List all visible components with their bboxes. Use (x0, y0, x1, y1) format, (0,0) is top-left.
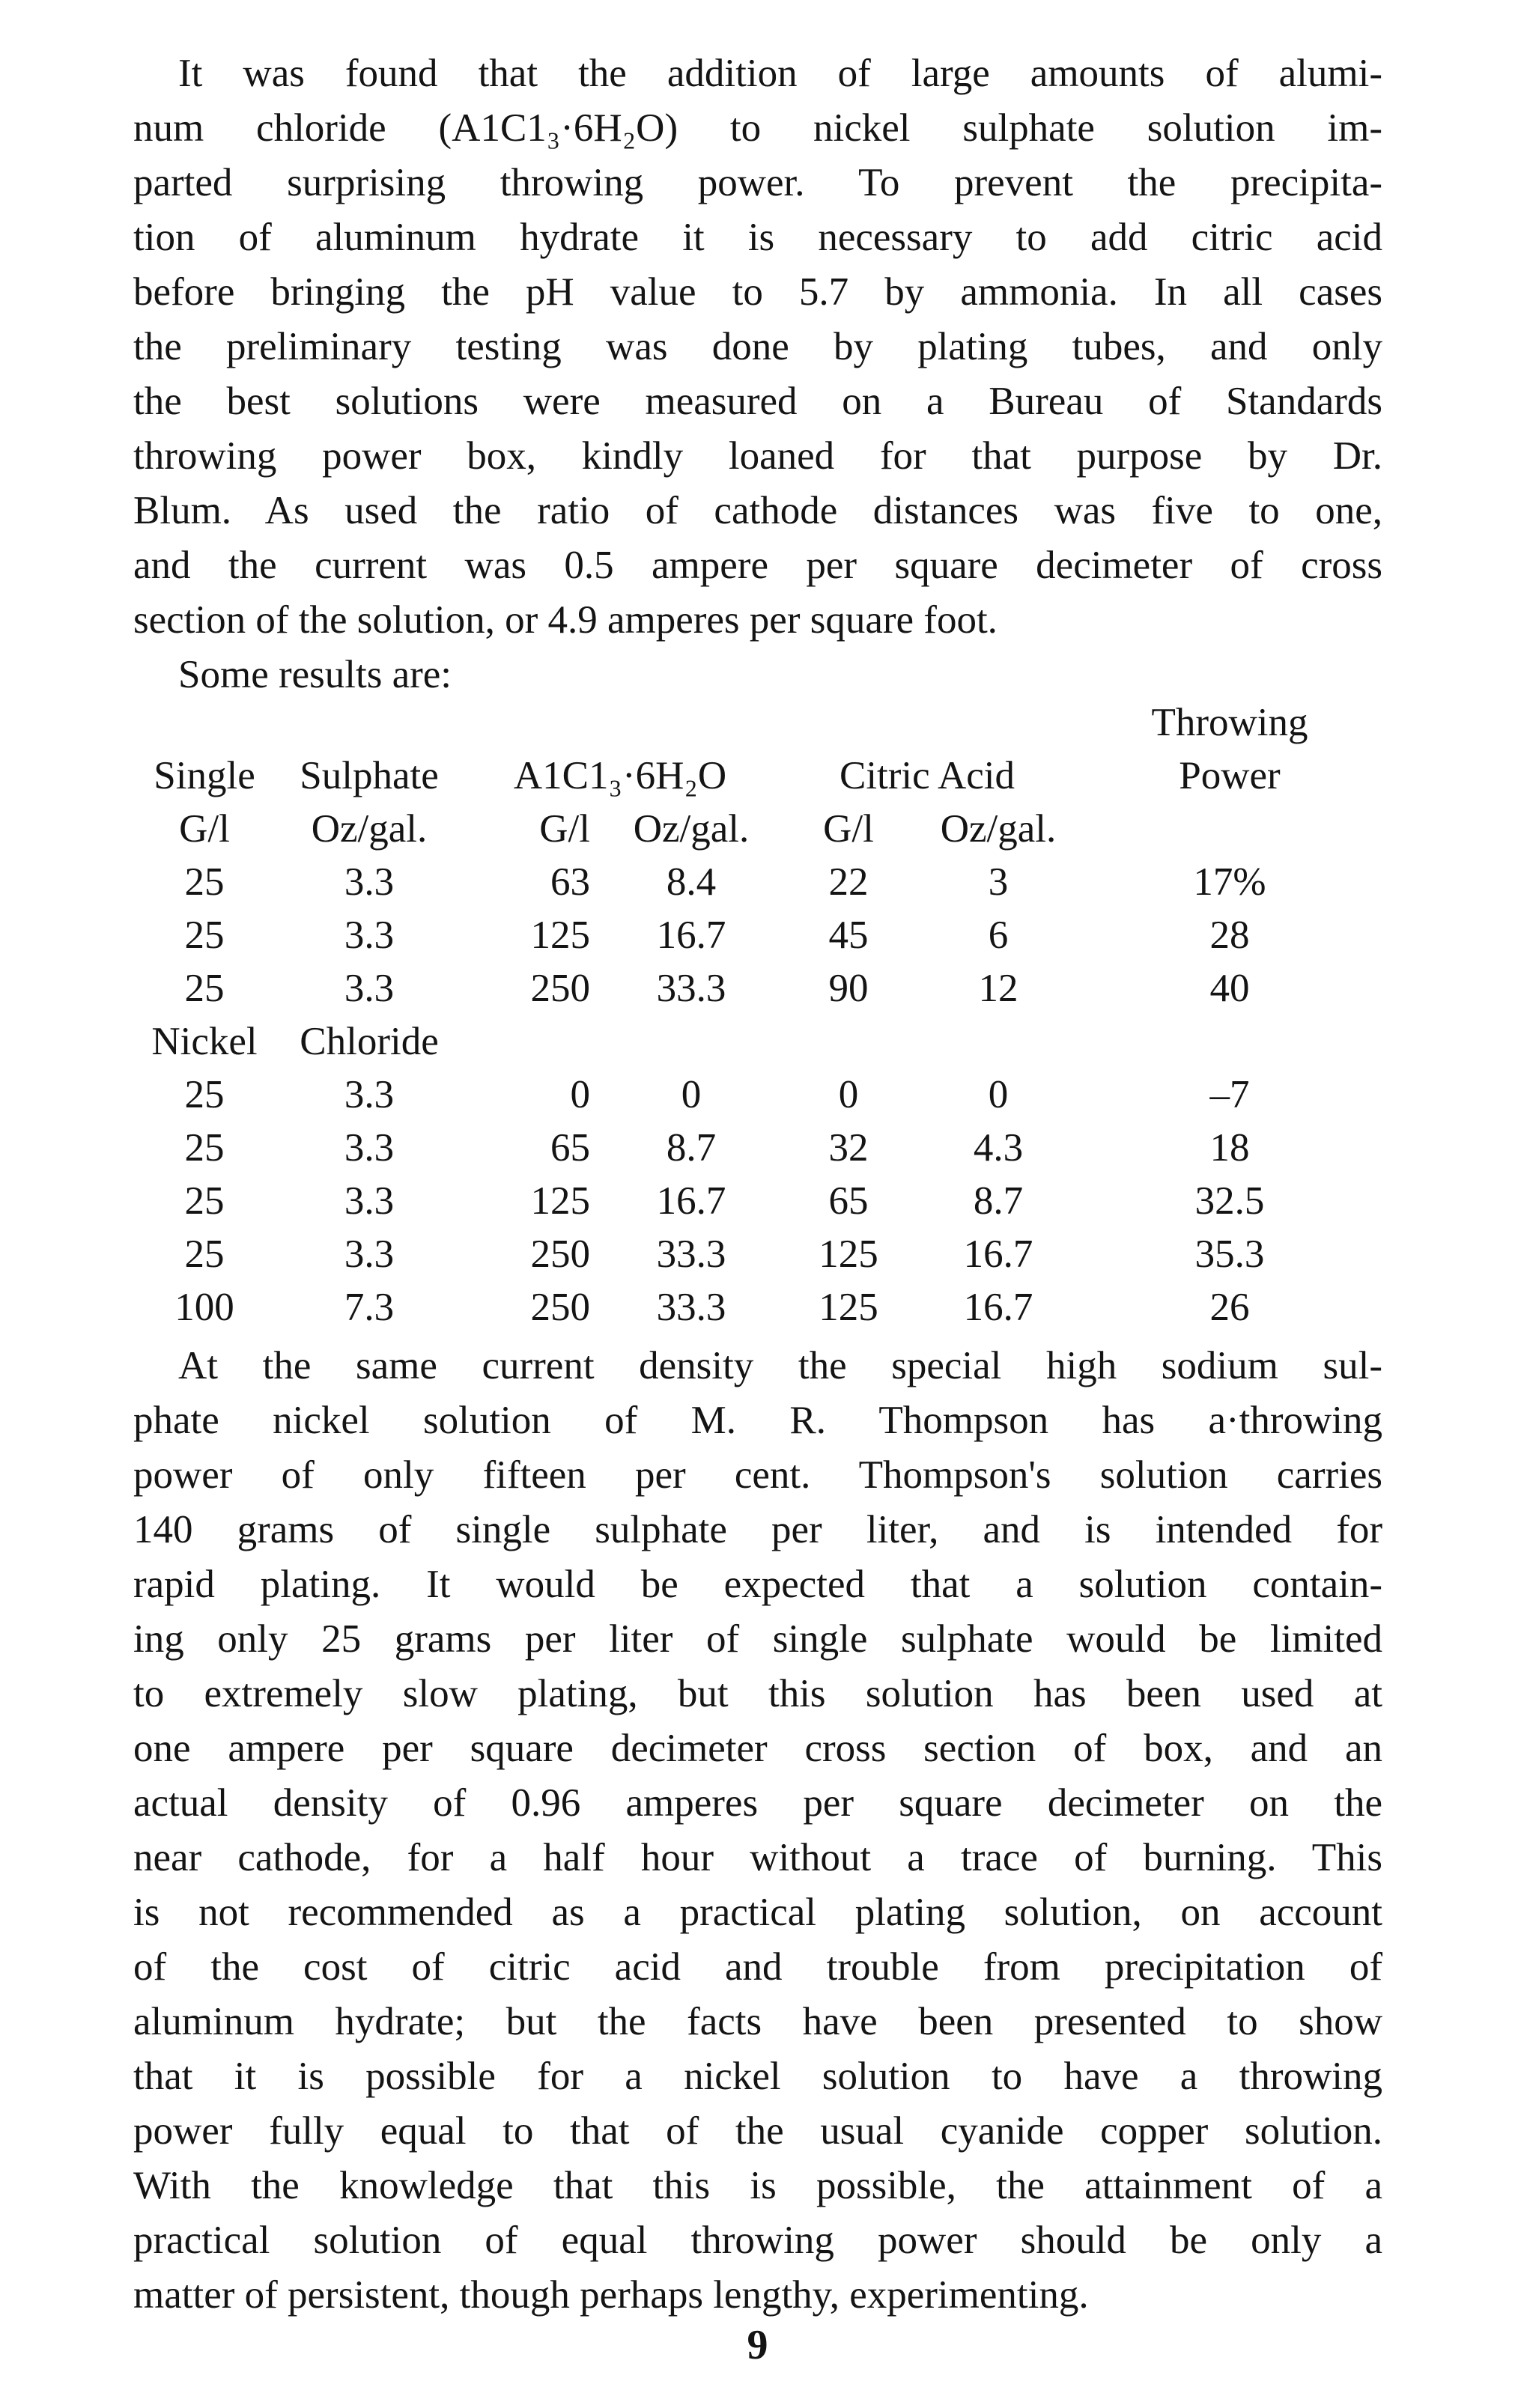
paragraph-intro (133, 46, 1382, 648)
table-cell: 100 (174, 1286, 234, 1329)
text-line: rapid plating. It would be expected that a solution contain- (133, 1563, 1382, 1606)
text-line: before bringing the pH value to 5.7 by ammonia. In all cases (133, 270, 1382, 314)
table-cell: 125 (530, 1179, 590, 1223)
table-cell: 3.3 (344, 860, 395, 904)
table-cell: 25 (184, 860, 225, 904)
table-cell: 3.3 (344, 1179, 395, 1223)
throwing-header-bottom: Power (1179, 754, 1281, 797)
text-line: the best solutions were measured on a Bureau of Standards (133, 380, 1382, 423)
table-cell: 33.3 (656, 967, 726, 1010)
table-cell: 33.3 (656, 1232, 726, 1276)
table-cell: 125 (819, 1286, 878, 1329)
table-cell: 8.7 (666, 1126, 717, 1170)
table-cell: 25 (184, 1179, 225, 1223)
unit-cell: Oz/gal. (311, 807, 428, 851)
text-line: to extremely slow plating, but this solution has been used at (133, 1672, 1382, 1715)
table-cell: 32 (828, 1126, 869, 1170)
citric-acid-header: Citric Acid (839, 754, 1015, 797)
page-number: 9 (747, 2322, 768, 2368)
text-line: matter of persistent, though perhaps lengthy, experimenting. (133, 2273, 1089, 2317)
table-row (133, 962, 1382, 1015)
table-cell: 250 (530, 1286, 590, 1329)
group-label-nickel: Nickel (151, 1020, 258, 1063)
results-intro: Some results are: (178, 653, 452, 696)
text-line: num chloride (A1C1₃·6H₂O) to nickel sulphate solution im- (133, 106, 1382, 150)
table-cell: 8.7 (973, 1179, 1024, 1223)
table-cell: 90 (828, 967, 869, 1010)
text-line: 140 grams of single sulphate per liter, and is intended for (133, 1508, 1382, 1551)
text-line: that it is possible for a nickel solution to have a throwing (133, 2055, 1382, 2098)
text-line: ing only 25 grams per liter of single sulphate would be limited (133, 1617, 1382, 1661)
text-line: phate nickel solution of M. R. Thompson has a·throwing (133, 1399, 1382, 1442)
table-cell: 35.3 (1194, 1232, 1265, 1276)
table-cell: 7.3 (344, 1286, 395, 1329)
table-cell: 18 (1209, 1126, 1250, 1170)
text-line: parted surprising throwing power. To prevent the precipita- (133, 161, 1382, 204)
sulphate-rows (133, 856, 1382, 1015)
table-units-row (133, 803, 1382, 856)
table-cell: 3.3 (344, 1126, 395, 1170)
text-line: tion of aluminum hydrate it is necessary to add citric acid (133, 216, 1382, 259)
table-row (133, 1122, 1382, 1175)
table-cell: 22 (828, 860, 869, 904)
text-line: Blum. As used the ratio of cathode distances was five to one, (133, 489, 1382, 532)
table-cell: 8.4 (666, 860, 717, 904)
text-line: one ampere per square decimeter cross section of box, and an (133, 1727, 1382, 1770)
text-line: practical solution of equal throwing power should be only a (133, 2219, 1382, 2262)
table-cell: 63 (550, 860, 590, 904)
table-row (133, 1228, 1382, 1281)
results-table (133, 696, 1382, 1334)
text-line: power of only fifteen per cent. Thompson's solution carries (133, 1453, 1382, 1497)
group-label-single: Single (154, 754, 255, 797)
document-page (133, 46, 1382, 2323)
text-line: It was found that the addition of large amounts of alumi- (178, 52, 1382, 95)
chloride-rows (133, 1068, 1382, 1334)
table-cell: 25 (184, 913, 225, 957)
table-cell: 6 (988, 913, 1009, 957)
unit-cell: Oz/gal. (633, 807, 750, 851)
table-row (133, 1175, 1382, 1228)
table-row (133, 1281, 1382, 1334)
text-line: of the cost of citric acid and trouble from precipitation of (133, 1945, 1382, 1989)
table-cell: 25 (184, 1073, 225, 1116)
table-cell: 40 (1209, 967, 1250, 1010)
unit-cell: G/l (179, 807, 230, 851)
text-line: With the knowledge that this is possible, the attainment of a (133, 2164, 1382, 2207)
unit-cell: G/l (539, 807, 590, 851)
table-cell: 26 (1209, 1286, 1250, 1329)
table-cell: 125 (530, 913, 590, 957)
alcl-header: A1C1₃·6H₂O (513, 754, 727, 797)
table-row (133, 909, 1382, 962)
throwing-header-top: Throwing (1151, 701, 1308, 744)
text-line: and the current was 0.5 ampere per square decimeter of cross (133, 544, 1382, 587)
table-cell: 16.7 (963, 1232, 1033, 1276)
table-cell: 28 (1209, 913, 1250, 957)
table-cell: 65 (828, 1179, 869, 1223)
table-cell: 32.5 (1194, 1179, 1265, 1223)
paragraph-discussion (133, 1339, 1382, 2323)
table-cell: 3.3 (344, 967, 395, 1010)
text-line: section of the solution, or 4.9 amperes per square foot. (133, 598, 998, 642)
table-header-row-throwing (133, 696, 1382, 750)
table-cell: –7 (1209, 1073, 1250, 1116)
text-line: throwing power box, kindly loaned for that purpose by Dr. (133, 434, 1382, 478)
table-row (133, 856, 1382, 909)
table-cell: 45 (828, 913, 869, 957)
group-label-sulphate: Sulphate (300, 754, 439, 797)
table-header-row-groups (133, 750, 1382, 803)
table-cell: 250 (530, 967, 590, 1010)
table-cell: 0 (988, 1073, 1009, 1116)
table-cell: 12 (978, 967, 1018, 1010)
table-cell: 17% (1193, 860, 1266, 904)
table-cell: 3.3 (344, 1232, 395, 1276)
table-cell: 0 (681, 1073, 702, 1116)
text-line: actual density of 0.96 amperes per square decimeter on the (133, 1781, 1382, 1825)
text-line: is not recommended as a practical plating solution, on account (133, 1891, 1382, 1934)
text-line: aluminum hydrate; but the facts have been presented to show (133, 2000, 1382, 2043)
table-cell: 3 (988, 860, 1009, 904)
table-cell: 125 (819, 1232, 878, 1276)
text-line: the preliminary testing was done by plating tubes, and only (133, 325, 1382, 368)
table-cell: 16.7 (656, 1179, 726, 1223)
table-cell: 0 (570, 1073, 590, 1116)
table-cell: 25 (184, 1126, 225, 1170)
table-cell: 16.7 (656, 913, 726, 957)
text-line: At the same current density the special high sodium sul- (178, 1344, 1382, 1387)
unit-cell: Oz/gal. (940, 807, 1057, 851)
text-line: power fully equal to that of the usual cyanide copper solution. (133, 2109, 1382, 2153)
text-line: near cathode, for a half hour without a trace of burning. This (133, 1836, 1382, 1879)
table-cell: 16.7 (963, 1286, 1033, 1329)
group-label-chloride: Chloride (300, 1020, 439, 1063)
table-cell: 3.3 (344, 1073, 395, 1116)
table-cell: 25 (184, 1232, 225, 1276)
table-cell: 33.3 (656, 1286, 726, 1329)
table-cell: 4.3 (973, 1126, 1024, 1170)
table-cell: 250 (530, 1232, 590, 1276)
table-row (133, 1068, 1382, 1122)
table-cell: 0 (838, 1073, 859, 1116)
table-cell: 65 (550, 1126, 590, 1170)
unit-cell: G/l (823, 807, 874, 851)
table-group-row-chloride (133, 1015, 1382, 1068)
table-cell: 3.3 (344, 913, 395, 957)
table-cell: 25 (184, 967, 225, 1010)
